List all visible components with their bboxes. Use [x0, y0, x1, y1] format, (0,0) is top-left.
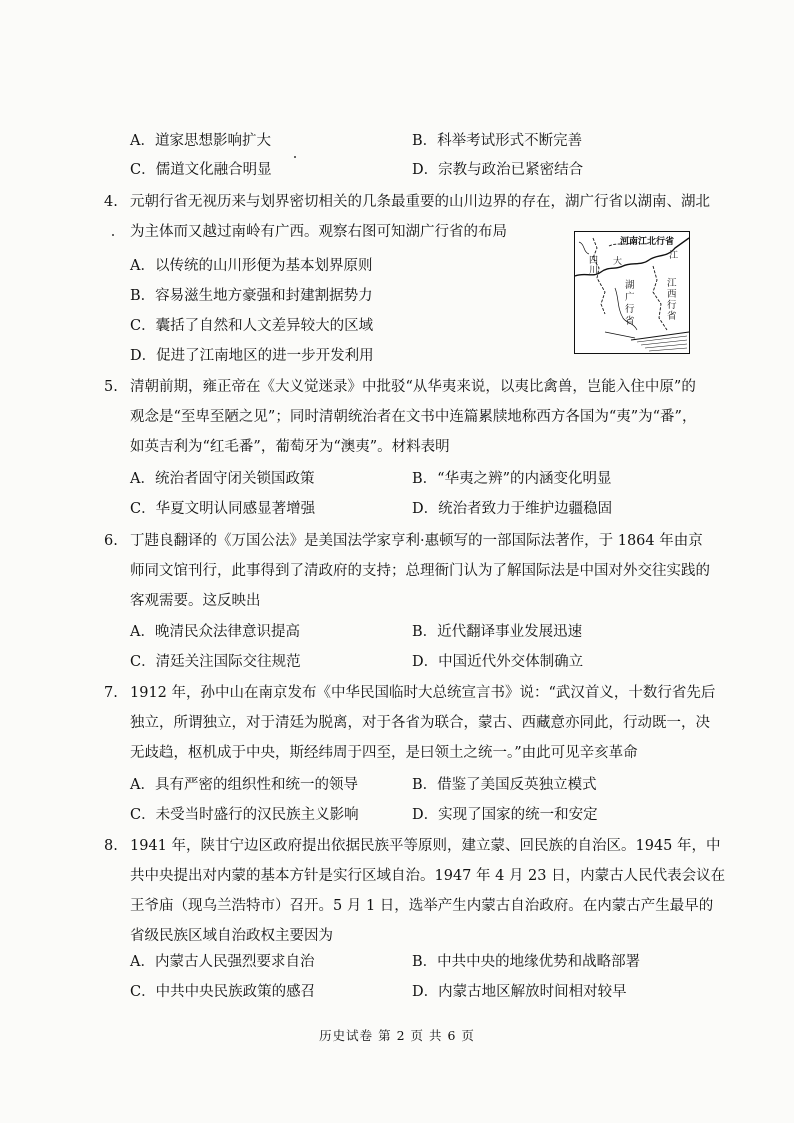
q7-option-b: B．借鉴了美国反英独立模式 [412, 777, 597, 793]
q7-option-c: C．未受当时盛行的汉民族主义影响 [130, 807, 359, 823]
page-footer: 历史试卷 第 2 页 共 6 页 [319, 1028, 475, 1043]
speck-mark [112, 234, 114, 236]
q5-stem-line-1: 清朝前期，雍正帝在《大义觉迷录》中批驳“从华夷来说，以夷比禽兽，岂能入住中原”的 [130, 379, 696, 395]
q5-option-a: A．统治者固守闭关锁国政策 [130, 471, 315, 487]
map-label-river: 江 [669, 251, 679, 261]
q8-option-c: C．中共中央民族政策的感召 [130, 984, 316, 1000]
q8-stem-line-4: 省级民族区域自治政权主要因为 [130, 928, 333, 944]
q4-option-c: C．囊括了自然和人文差异较大的区域 [130, 318, 374, 334]
q6-stem-line-1: 丁韪良翻译的《万国公法》是美国法学家亨利·惠顿写的一部国际法著作，于 1864 年由京 [130, 533, 703, 549]
q7-stem-line-3: 无歧趋，枢机成于中央，斯经纬周于四至，是曰领土之统一。”由此可见辛亥革命 [130, 745, 638, 761]
q5-number: 5. [104, 379, 118, 395]
q3-option-b: B．科举考试形式不断完善 [412, 133, 583, 149]
q4-stem-line-1: 元朝行省无视历来与划界密切相关的几条最重要的山川边界的存在，湖广行省以湖南、湖北 [130, 194, 710, 210]
q8-stem-line-1: 1941 年，陕甘宁边区政府提出依据民族平等原则，建立蒙、回民族的自治区。1945 年，中 [130, 838, 721, 854]
q7-stem-line-1: 1912 年，孙中山在南京发布《中华民国临时大总统宣言书》说：“武汉首义，十数行省先后 [130, 685, 716, 701]
q6-option-d: D．中国近代外交体制确立 [412, 654, 584, 670]
q4-stem-line-2: 为主体而又越过南岭有广西。观察右图可知湖广行省的布局 [130, 224, 507, 240]
q4-number: 4. [104, 194, 118, 210]
q8-option-a: A．内蒙古人民强烈要求自治 [130, 954, 315, 970]
q5-option-c: C．华夏文明认同感显著增强 [130, 501, 316, 517]
q6-number: 6. [104, 533, 118, 549]
q7-option-a: A．具有严密的组织性和统一的领导 [130, 777, 358, 793]
q8-stem-line-2: 共中央提出对内蒙的基本方针是实行区域自治。1947 年 4 月 23 日，内蒙古人民代表会议在 [130, 868, 726, 884]
q5-option-d: D．统治者致力于维护边疆稳固 [412, 501, 613, 517]
q7-number: 7. [104, 685, 118, 701]
huguang-province-map [574, 231, 690, 354]
q7-stem-line-2: 独立，所谓独立，对于清廷为脱离，对于各省为联合，蒙古、西藏意亦同此，行动既一，决 [130, 715, 710, 731]
q4-option-a: A．以传统的山川形便为基本划界原则 [130, 258, 373, 274]
q6-stem-line-2: 师同文馆刊行，此事得到了清政府的支持；总理衙门认为了解国际法是中国对外交往实践的 [130, 563, 710, 579]
map-label-henan-jiangbei: 河南江北行省 [620, 237, 675, 247]
q5-option-b: B．“华夷之辨”的内涵变化明显 [412, 471, 612, 487]
map-label-sichuan: 四川 [589, 256, 599, 276]
q3-option-c: C．儒道文化融合明显 [130, 162, 272, 178]
q6-option-b: B．近代翻译事业发展迅速 [412, 624, 583, 640]
q8-number: 8. [104, 838, 118, 854]
q5-stem-line-2: 观念是“至卑至陋之见”；同时清朝统治者在文书中连篇累牍地称西方各国为“夷”为“番”， [130, 409, 697, 425]
q6-option-a: A．晚清民众法律意识提高 [130, 624, 300, 640]
q4-option-d: D．促进了江南地区的进一步开发利用 [130, 348, 374, 364]
q8-option-d: D．内蒙古地区解放时间相对较早 [412, 984, 627, 1000]
q6-option-c: C．清廷关注国际交往规范 [130, 654, 301, 670]
q3-option-d: D．宗教与政治已紧密结合 [412, 162, 584, 178]
q7-option-d: D．实现了国家的统一和安定 [412, 807, 598, 823]
map-label-da: 大 [613, 257, 623, 267]
q8-stem-line-3: 王爷庙（现乌兰浩特市）召开。5 月 1 日，选举产生内蒙古自治政府。在内蒙古产生最早的 [130, 898, 714, 914]
map-label-jiangxi: 江西行省 [667, 278, 677, 322]
q5-stem-line-3: 如英吉利为“红毛番”，葡萄牙为“澳夷”。材料表明 [130, 439, 450, 455]
q6-stem-line-3: 客观需要。这反映出 [130, 593, 261, 609]
q3-option-a: A．道家思想影响扩大 [130, 133, 271, 149]
map-label-huguang: 湖广行省 [625, 280, 635, 327]
speck-mark [294, 156, 296, 158]
q8-option-b: B．中共中央的地缘优势和战略部署 [412, 954, 641, 970]
q4-option-b: B．容易滋生地方豪强和封建割据势力 [130, 288, 373, 304]
